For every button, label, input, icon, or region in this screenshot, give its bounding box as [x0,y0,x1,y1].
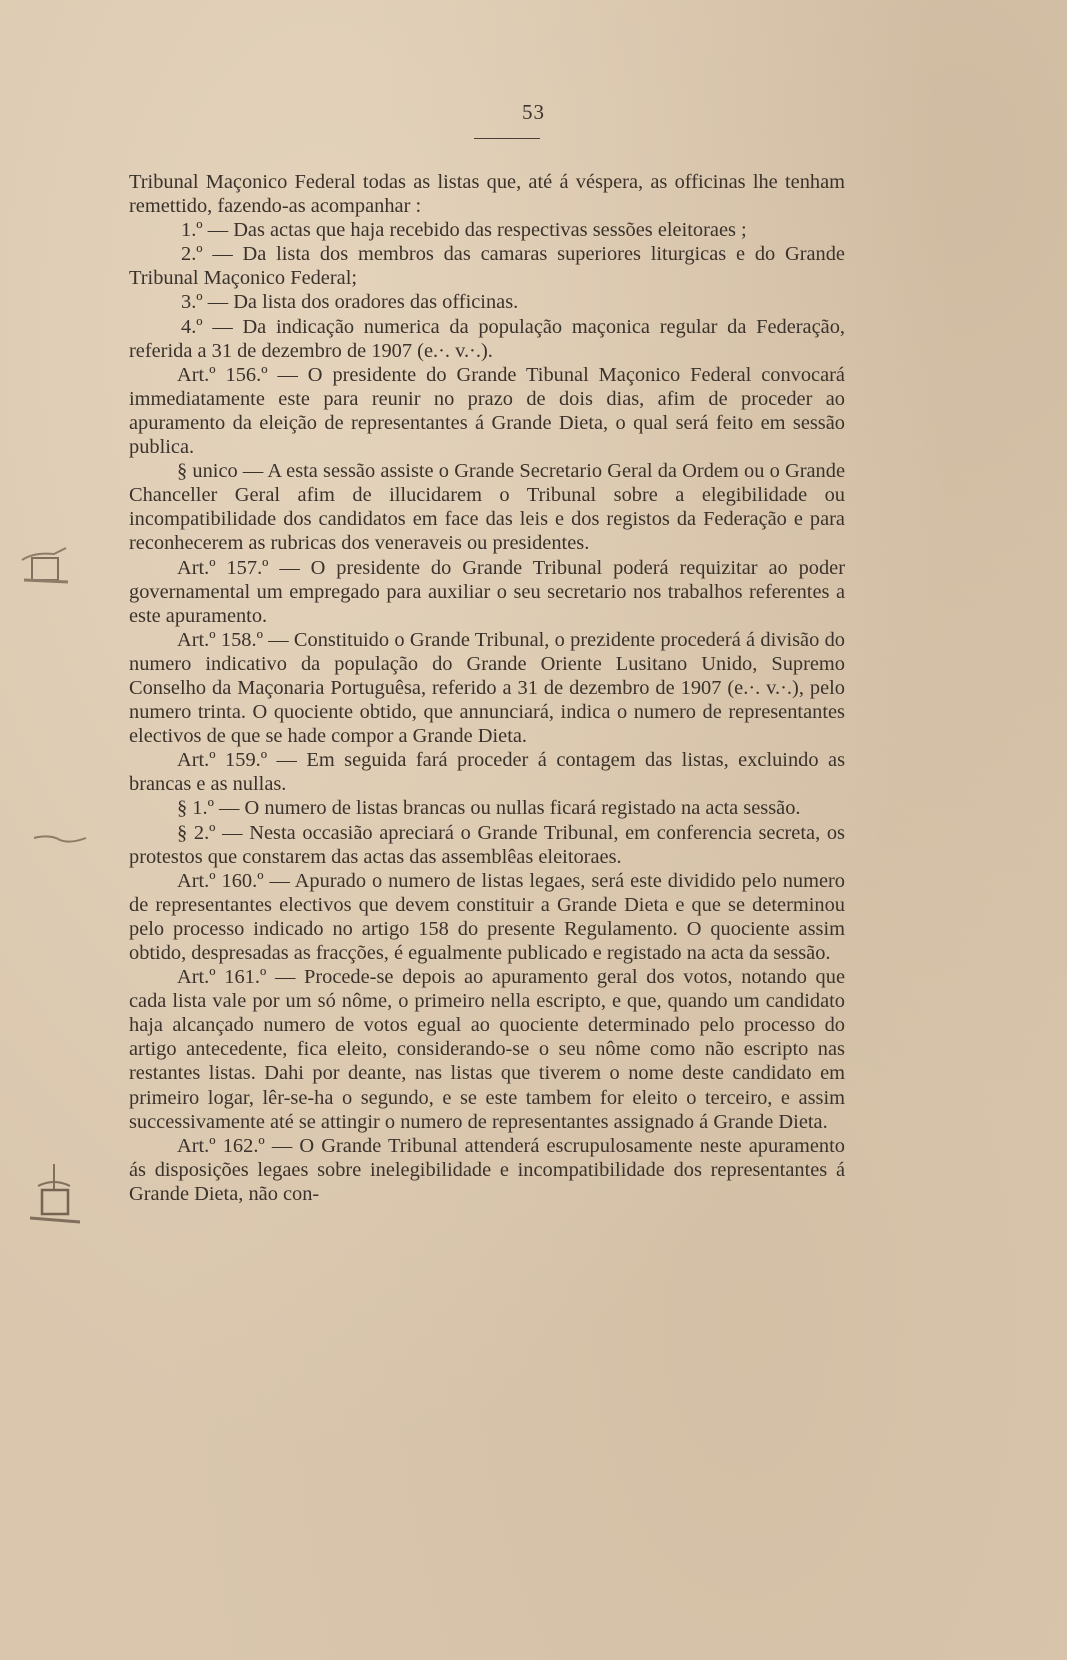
list-item-3: 3.º — Da lista dos oradores das officinas. [181,291,519,314]
article-159-section-2: § 2.º — Nesta occasião apreciará o Grande Tribunal, em conferencia secreta, os protestos que constarem das actas das assemblêas eleitoraes. [129,821,845,868]
margin-mark-middle [30,830,90,850]
margin-mark-bottom [24,1160,84,1230]
list-item-1: 1.º — Das actas que haja recebido das respectivas sessões eleitoraes ; [181,219,747,242]
list-item-2: 2.º — Da lista dos membros das camaras superiores liturgicas e do Grande Tribunal Maçonico Federal; [129,243,845,290]
page-number: 53 [522,100,545,124]
header-rule [474,138,540,139]
article-158: Art.º 158.º — Constituido o Grande Tribunal, o prezidente procederá á divisão do numero indicativo da população do Grande Oriente Lusitano Unido, Supremo Conselho da Maçonaria Portuguêsa, referido a 31 de dezembro de 1907 (e.·. v.·.), pelo numero trinta. O quociente obtido, que annunciará, indica o numero de representantes electivos de que se hade compor a Grande Dieta. [129,628,845,748]
article-160: Art.º 160.º — Apurado o numero de listas legaes, será este dividido pelo numero de representantes electivos que devem constituir a Grande Dieta e que se determinou pelo processo indicado no artigo 158 do presente Regulamento. O quociente assim obtido, despresadas as fracções, é egualmente publicado e registado na acta da sessão. [129,869,845,964]
article-156: Art.º 156.º — O presidente do Grande Tibunal Maçonico Federal convocará immediatamente este para reunir no prazo de dois dias, afim de proceder ao apuramento da eleição de representantes á Grande Dieta, o qual será feito em sessão publica. [129,363,845,459]
article-157: Art.º 157.º — O presidente do Grande Tribunal poderá requizitar ao poder governamental um empregado para auxiliar o seu secretario nos trabalhos referentes a este apuramento. [129,556,845,627]
paragraph-continuation: Tribunal Maçonico Federal todas as listas que, até á véspera, as officinas lhe tenham remettido, fazendo-as acompanhar : [129,171,845,218]
article-159-section-1: § 1.º — O numero de listas brancas ou nullas ficará registado na acta sessão. [177,797,801,820]
article-159: Art.º 159.º — Em seguida fará proceder á contagem das listas, excluindo as brancas e as nullas. [129,749,845,796]
list-item-4: 4.º — Da indicação numerica da população maçonica regular da Federação, referida a 31 de dezembro de 1907 (e.·. v.·.). [129,315,845,362]
article-156-section-unico: § unico — A esta sessão assiste o Grande Secretario Geral da Ordem ou o Grande Chanceller Geral afim de illucidarem o Tribunal sobre a elegibilidade ou incompatibilidade dos candidatos em face das leis e dos registos da Federação e para reconhecerem as rubricas dos veneraveis ou presidentes. [129,460,845,555]
body-text [129,170,845,1206]
article-161: Art.º 161.º — Procede-se depois ao apuramento geral dos votos, notando que cada lista vale por um só nôme, o primeiro nella escripto, e que, quando um candidato haja alcançado numero de votos egual ao quociente determinado pelo processo do artigo antecedente, fica eleito, considerando-se o seu nôme como não escripto nas restantes listas. Dahi por deante, nas listas que tiverem o nome deste candidato em primeiro logar, lêr-se-ha o segundo, e se este tambem for eleito o terceiro, e assim successivamente até se attingir o numero de representantes assignado á Grande Dieta. [129,966,845,1133]
margin-mark-top [14,540,74,590]
article-162: Art.º 162.º — O Grande Tribunal attenderá escrupulosamente neste apuramento ás disposições legaes sobre inelegibilidade e incompatibilidade dos representantes á Grande Dieta, não con- [129,1134,845,1205]
